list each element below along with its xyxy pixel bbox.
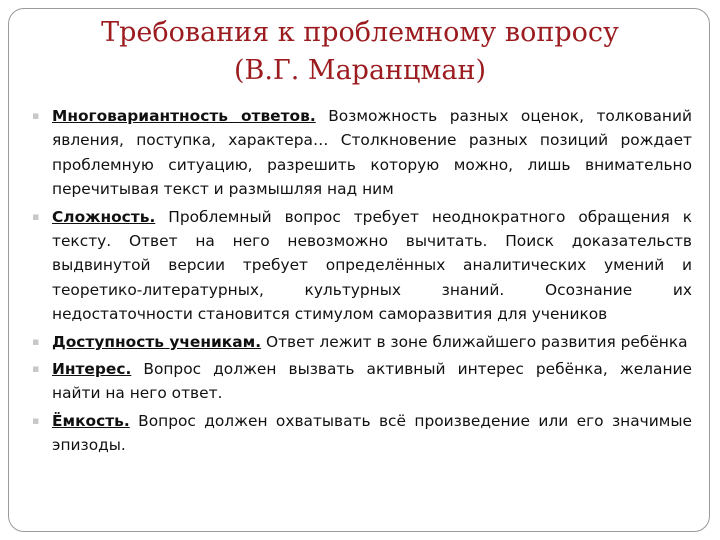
bullet-icon: ▪	[32, 334, 40, 348]
item-text: Вопрос должен охватывать всё произведение или его значимые эпизоды.	[52, 411, 692, 455]
item-text: Ответ лежит в зоне ближайшего развития ребёнка	[265, 332, 688, 351]
bullet-icon: ▪	[32, 413, 40, 427]
item-text: Возможность разных оценок, толкований явления, поступка, характера… Столкновение разных позиций рождает проблемную ситуацию, разрешить которую можно, лишь внимательно перечитывая текст и размышляя над ним	[52, 107, 692, 199]
requirements-list	[32, 104, 692, 461]
item-term: Многовариантность ответов.	[52, 107, 316, 125]
item-term: Ёмкость.	[52, 411, 130, 430]
item-term: Сложность.	[52, 207, 156, 226]
bullet-icon: ▪	[32, 109, 40, 122]
list-item	[32, 104, 692, 202]
bullet-icon: ▪	[32, 209, 40, 223]
list-item	[32, 205, 692, 327]
title-line-2: (В.Г. Маранцман)	[233, 55, 487, 86]
bullet-icon: ▪	[32, 362, 40, 376]
list-item	[32, 330, 692, 354]
list-item	[32, 357, 692, 406]
item-term: Интерес.	[52, 360, 132, 379]
slide-title	[20, 14, 700, 90]
list-item	[32, 409, 692, 458]
item-text: Вопрос должен вызвать активный интерес ребёнка, желание найти на него ответ.	[52, 360, 692, 403]
item-term: Доступность ученикам.	[52, 332, 262, 351]
item-text: Проблемный вопрос требует неоднократного обращения к тексту. Ответ на него невозможно вычитать. Поиск доказательств выдвинутой версии требует определённых аналитических умений и теоретико-литературных, культурных знаний. Осознание их недостаточности становится стимулом саморазвития для учеников	[52, 207, 692, 324]
title-line-1: Требования к проблемному вопросу	[101, 17, 619, 48]
